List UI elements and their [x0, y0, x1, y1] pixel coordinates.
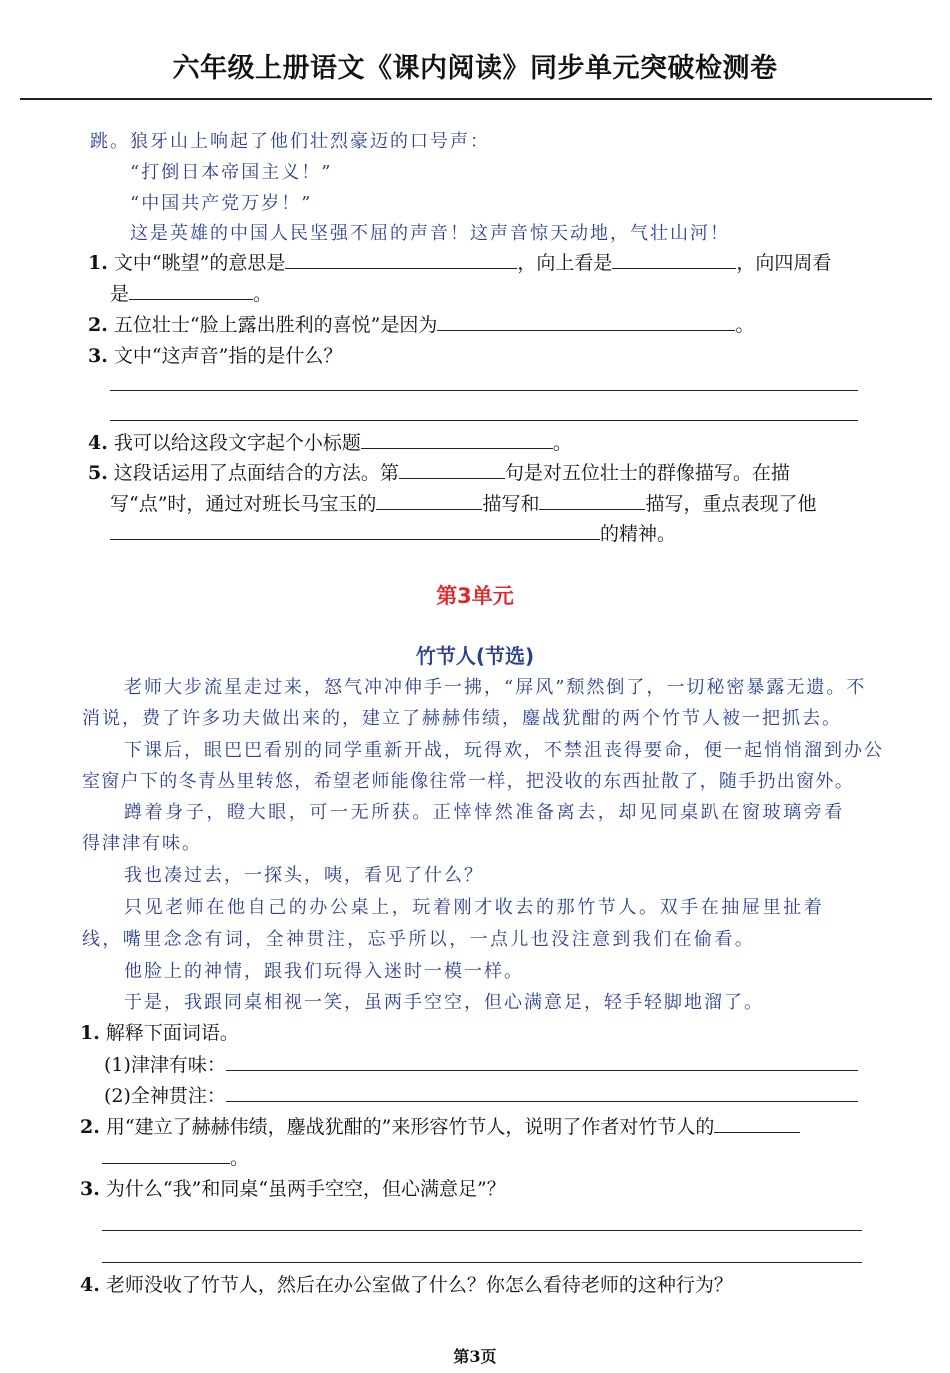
passage2-line: 线，嘴里念念有词，全神贯注，忘乎所以，一点儿也没注意到我们在偷看。 — [82, 929, 756, 950]
unit-title: 第3单元 — [436, 584, 514, 608]
answer-blank[interactable] — [110, 521, 600, 540]
page-title: 六年级上册语文《课内阅读》同步单元突破检测卷 — [172, 53, 778, 84]
question-2-1: 1. 解释下面词语。 — [80, 1022, 239, 1044]
question-3: 3. 文中“这声音”指的是什么？ — [88, 345, 343, 367]
answer-blank[interactable] — [361, 430, 553, 449]
passage-title: 竹节人(节选) — [415, 644, 535, 668]
answer-line[interactable] — [102, 1230, 862, 1231]
answer-blank[interactable] — [612, 250, 736, 269]
answer-blank[interactable] — [226, 1083, 858, 1102]
passage2-line: 我也凑过去，一探头，咦，看见了什么？ — [124, 865, 484, 886]
answer-line[interactable] — [102, 1262, 862, 1263]
passage2-line: 得津津有味。 — [82, 833, 202, 854]
question-4: 4. 我可以给这段文字起个小标题 。 — [88, 432, 572, 454]
question-2-4: 4. 老师没收了竹节人，然后在办公室做了什么？你怎么看待老师的这种行为？ — [80, 1274, 733, 1296]
passage2-line: 只见老师在他自己的办公桌上，玩着刚才收去的那竹节人。双手在抽屉里扯着 — [124, 897, 825, 918]
passage2-line: 他脸上的神情，跟我们玩得入迷时一模一样。 — [124, 961, 524, 982]
question-2-3: 3. 为什么“我”和同桌“虽两手空空，但心满意足”？ — [80, 1178, 506, 1200]
passage2-line: 室窗户下的冬青丛里转悠，希望老师能像往常一样，把没收的东西扯散了，随手扔出窗外。 — [82, 771, 854, 792]
question-2: 2. 五位壮士“脸上露出胜利的喜悦”是因为 。 — [88, 314, 755, 336]
passage1-line: 跳。狼牙山上响起了他们壮烈豪迈的口号声： — [90, 131, 490, 152]
question-1: 1. 文中“眺望”的意思是 ，向上看是 ，向四周看 — [88, 252, 832, 274]
passage2-line: 下课后，眼巴巴看别的同学重新开战，玩得欢，不禁沮丧得要命，便一起悄悄溜到办公 — [124, 740, 884, 761]
question-2-1-sub2: (2)全神贯注： — [104, 1081, 858, 1108]
question-5-cont: 写“点”时，通过对班长马宝玉的 描写和 描写，重点表现了他 — [110, 493, 817, 515]
answer-blank[interactable] — [399, 460, 505, 479]
question-5: 5. 这段话运用了点面结合的方法。第 句是对五位壮士的群像描写。在描 — [88, 462, 790, 484]
answer-blank[interactable] — [102, 1145, 230, 1164]
answer-line[interactable] — [110, 420, 858, 421]
answer-blank[interactable] — [129, 281, 253, 300]
question-2-2-cont: 。 — [102, 1143, 249, 1170]
answer-blank[interactable] — [539, 491, 645, 510]
header-rule — [20, 98, 932, 100]
question-5-cont2: 的精神。 — [110, 519, 676, 546]
question-1-cont: 是 。 — [110, 283, 273, 305]
passage2-line: 老师大步流星走过来，怒气冲冲伸手一拂，“屏风”颓然倒了，一切秘密暴露无遗。不 — [124, 677, 867, 698]
passage1-line: 这是英雄的中国人民坚强不屈的声音！这声音惊天动地，气壮山河！ — [130, 223, 730, 244]
answer-blank[interactable] — [376, 491, 482, 510]
question-2-2: 2. 用“建立了赫赫伟绩，鏖战犹酣的”来形容竹节人，说明了作者对竹节人的 — [80, 1112, 800, 1139]
answer-blank[interactable] — [714, 1114, 800, 1133]
answer-blank[interactable] — [437, 312, 735, 331]
passage2-line: 蹲着身子，瞪大眼，可一无所获。正悻悻然准备离去，却见同桌趴在窗玻璃旁看 — [124, 802, 845, 823]
page-number: 第3页 — [453, 1347, 497, 1366]
question-2-1-sub1: (1)津津有味： — [104, 1050, 858, 1077]
passage1-line: “中国共产党万岁！” — [130, 193, 313, 214]
passage2-line: 消说，费了许多功夫做出来的，建立了赫赫伟绩，鏖战犹酣的两个竹节人被一把抓去。 — [82, 708, 842, 729]
answer-blank[interactable] — [285, 250, 517, 269]
answer-blank[interactable] — [226, 1052, 858, 1071]
passage1-line: “打倒日本帝国主义！” — [130, 162, 333, 183]
passage2-line: 于是，我跟同桌相视一笑，虽两手空空，但心满意足，轻手轻脚地溜了。 — [124, 992, 764, 1013]
answer-line[interactable] — [110, 390, 858, 391]
